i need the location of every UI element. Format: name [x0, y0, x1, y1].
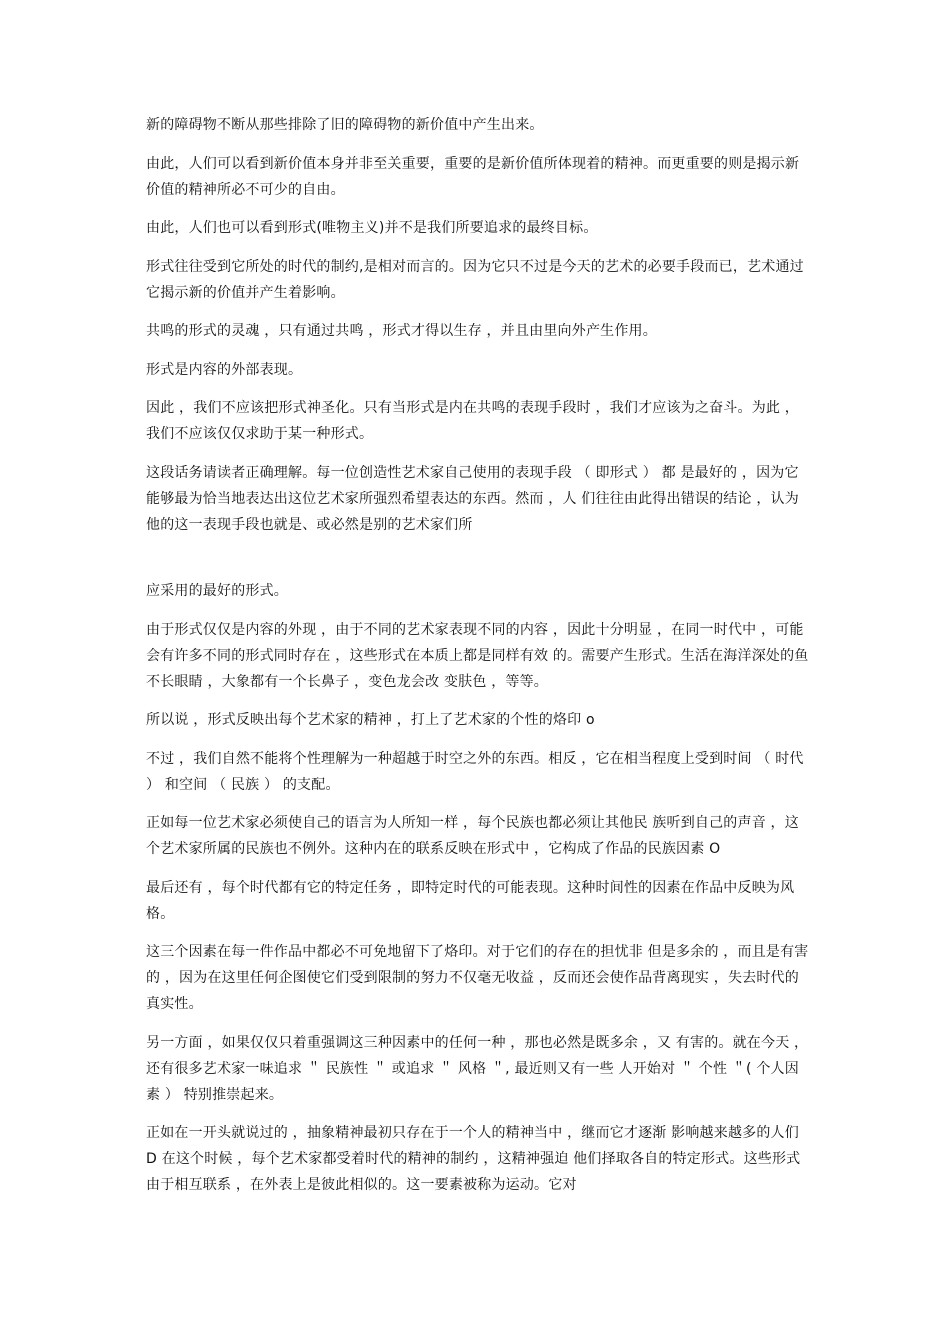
- paragraph: 形式往往受到它所处的时代的制约,是相对而言的。因为它只不过是今天的艺术的必要手段而已，艺术通过它揭示新的价值并产生着影响。: [146, 258, 804, 301]
- paragraph: 不过 ，我们自然不能将个性理解为一种超越于时空之外的东西。相反 ，它在相当程度上受到时间 （ 时代 ） 和空间 （ 民族 ） 的支配。: [146, 750, 804, 793]
- paragraph: 由此，人们也可以看到形式(唯物主义)并不是我们所要追求的最终目标。: [146, 220, 598, 236]
- paragraph: 由此，人们可以看到新价值本身并非至关重要，重要的是新价值所体现着的精神。而更重要的则是揭示新价值的精神所必不可少的自由。: [146, 155, 800, 198]
- paragraph: 因此 ，我们不应该把形式神圣化。只有当形式是内在共鸣的表现手段时 ，我们才应该为之奋斗。为此 ，我们不应该仅仅求助于某一种形式。: [146, 400, 799, 442]
- paragraph: 共鸣的形式的灵魂 ，只有通过共鸣 ，形式才得以生存 ，并且由里向外产生作用。: [146, 323, 657, 339]
- paragraph: 正如每一位艺术家必须使自己的语言为人所知一样 ，每个民族也都必须让其他民 族听到自己的声音 ，这个艺术家所属的民族也不例外。这种内在的联系反映在形式中 ，它构成了作品的民族因素 O: [146, 815, 799, 857]
- paragraph: 形式是内容的外部表现。: [146, 361, 303, 378]
- paragraph: 另一方面 ，如果仅仅只着重强调这三种因素中的任何一种 ，那也必然是既多余 ，又 有害的。就在今天 ，还有很多艺术家一味追求 ＂ 民族性 ＂ 或追求 ＂ 风格 ＂, 最近则又有一些 人开始对 ＂ 个性 ＂( 个人因素 ） 特别推崇起来。: [146, 1034, 809, 1103]
- text-section-1: [146, 112, 812, 538]
- text-section-2: [146, 578, 812, 1198]
- section-spacer: [146, 550, 812, 578]
- paragraph: 正如在一开头就说过的 ，抽象精神最初只存在于一个人的精神当中 ，继而它才逐渐 影响越来越多的人们 D 在这个时候 ，每个艺术家都受着时代的精神的制约 ，这精神强迫 他们择取各自的特定形式。这些形式由于相互联系 ，在外表上是彼此相似的。这一要素被称为运动。它对: [146, 1125, 801, 1193]
- paragraph: 由于形式仅仅是内容的外现 ，由于不同的艺术家表现不同的内容 ，因此十分明显 ，在同一时代中 ，可能会有许多不同的形式同时存在 ，这些形式在本质上都是同样有效 的。需要产生形式。生活在海洋深处的鱼不长眼睛 ，大象都有一个长鼻子 ，变色龙会改 变肤色 ，等等。: [146, 621, 809, 690]
- paragraph: 应采用的最好的形式。: [146, 583, 288, 599]
- paragraph: 这段话务请读者正确理解。每一位创造性艺术家自己使用的表现手段 （ 即形式 ） 都 是最好的 ，因为它能够最为恰当地表达出这位艺术家所强烈希望表达的东西。然而 ，人 们往往由此得出错误的结论 ，认为他的这一表现手段也就是、或必然是别的艺术家们所: [146, 464, 799, 533]
- paragraph: 所以说 ，形式反映出每个艺术家的精神 ，打上了艺术家的个性的烙印 o: [146, 712, 595, 728]
- paragraph: 最后还有 ，每个时代都有它的特定任务 ，即特定时代的可能表现。这种时间性的因素在作品中反映为风格。: [146, 879, 795, 922]
- paragraph: 这三个因素在每一件作品中都必不可免地留下了烙印。对于它们的存在的担忧非 但是多余的 ，而且是有害的 ，因为在这里任何企图使它们受到限制的努力不仅毫无收益 ，反而还会使作品背离现实 ，失去时代的真实性。: [146, 944, 809, 1012]
- document-page: [146, 112, 812, 1211]
- paragraph: 新的障碍物不断从那些排除了旧的障碍物的新价值中产生出来。: [146, 117, 544, 133]
